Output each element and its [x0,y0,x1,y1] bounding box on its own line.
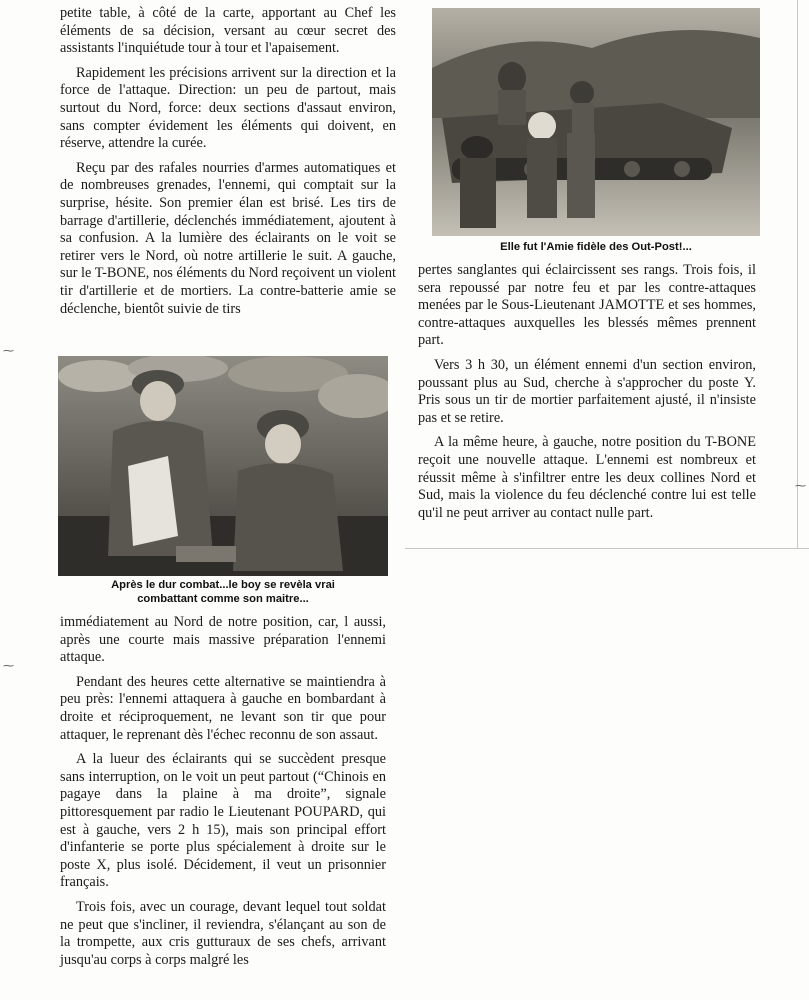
tank-image [432,8,760,236]
paragraph: petite table, à côté de la carte, apportant au Chef les éléments de sa décision, versant au cœur secret des assistants l'inquiétude tour à tour et l'apaisement. [60,5,396,57]
margin-mark: ⁓ [3,659,14,672]
paragraph: A la même heure, à gauche, notre position du T-BONE reçoit une nouvelle attaque. L'ennemi est nombreux et réussit même à s'infiltrer entre les deux collines Nord et Sud, mais la violence du feu déclenché contre lui est telle qu'il ne peut arriver au contact nulle part. [418,434,756,521]
caption-line: combattant comme son maitre... [137,593,309,605]
right-column [418,262,756,522]
paragraph: Reçu par des rafales nourries d'armes automatiques et de nombreuses grenades, l'ennemi, qui comptait sur la surprise, hésite. Son premier élan est brisé. Les tirs de barrage d'artillerie, déclenchés immédiatement, ajoutent à sa confusion. A la lumière des éclairants on le voit se retirer vers le Nord, où notre artillerie le suit. A gauche, sur le T-BONE, nos éléments du Nord reçoivent un violent tir d'artillerie et de mortiers. La contre-batterie amie se déclenche, bientôt suivie de tirs [60,159,396,317]
paragraph: pertes sanglantes qui éclaircissent ses rangs. Trois fois, il sera repoussé par notre feu et par les contre-attaques menées par le Sous-Lieutenant JAMOTTE et ses hommes, contre-attaques auxquelles les blessés mêmes prennent part. [418,262,756,349]
paragraph: Vers 3 h 30, un élément ennemi d'un section environ, poussant plus au Sud, cherche à s'approcher du poste Y. Pris sous un tir de mortier parfaitement ajusté, il n'insiste pas et se retire. [418,356,756,426]
page-edge-right [797,0,798,548]
paragraph: Rapidement les précisions arrivent sur la direction et la force de l'attaque. Direction: un peu de partout, mais surtout du Nord, force: deux sections d'assaut environ, sans compter évidement les éléments qui doivent, en réserve, attendre la curée. [60,64,396,152]
left-column-top [60,5,396,318]
photo-tank [432,8,760,236]
photo-soldiers-caption [58,578,388,606]
caption-line: Après le dur combat...le boy se revèla vrai [111,579,335,591]
soldiers-image [58,356,388,576]
margin-mark: ⁓ [3,344,14,357]
paragraph: immédiatement au Nord de notre position, car, l aussi, après une courte mais massive préparation l'ennemi attaque. [60,614,386,666]
left-column-bottom [60,614,386,969]
paragraph: Trois fois, avec un courage, devant lequel tout soldat ne peut que s'incliner, il reviendra, s'élançant au son de la trompette, aux cris gutturaux de ses chefs, arrivant jusqu'au corps à corps malgré les [60,898,386,968]
paragraph: Pendant des heures cette alternative se maintiendra à peu près: l'ennemi attaquera à gauche en bombardant à droite et réciproquement, ne levant son tir que pour attaquer, le reprenant dès l'échec reconnu de son assaut. [60,673,386,743]
photo-tank-caption: Elle fut l'Amie fidèle des Out-Post!... [500,241,692,253]
margin-mark: ⁓ [795,479,806,492]
paragraph: A la lueur des éclairants qui se succèdent presque sans interruption, on le voit un peut partout (“Chinois en pagaye dans la plaine à ma droite”, signale pittoresquement par radio le Lieutenant POUPARD, qui est à gauche, vers 2 h 15), mais son principal effort d'infanterie se porte plus spécialement à droite sur le poste X, plus isolé. Décidement, il veut un prisonnier français. [60,751,386,891]
photo-soldiers [58,356,388,576]
page-edge-bottom [405,548,809,549]
